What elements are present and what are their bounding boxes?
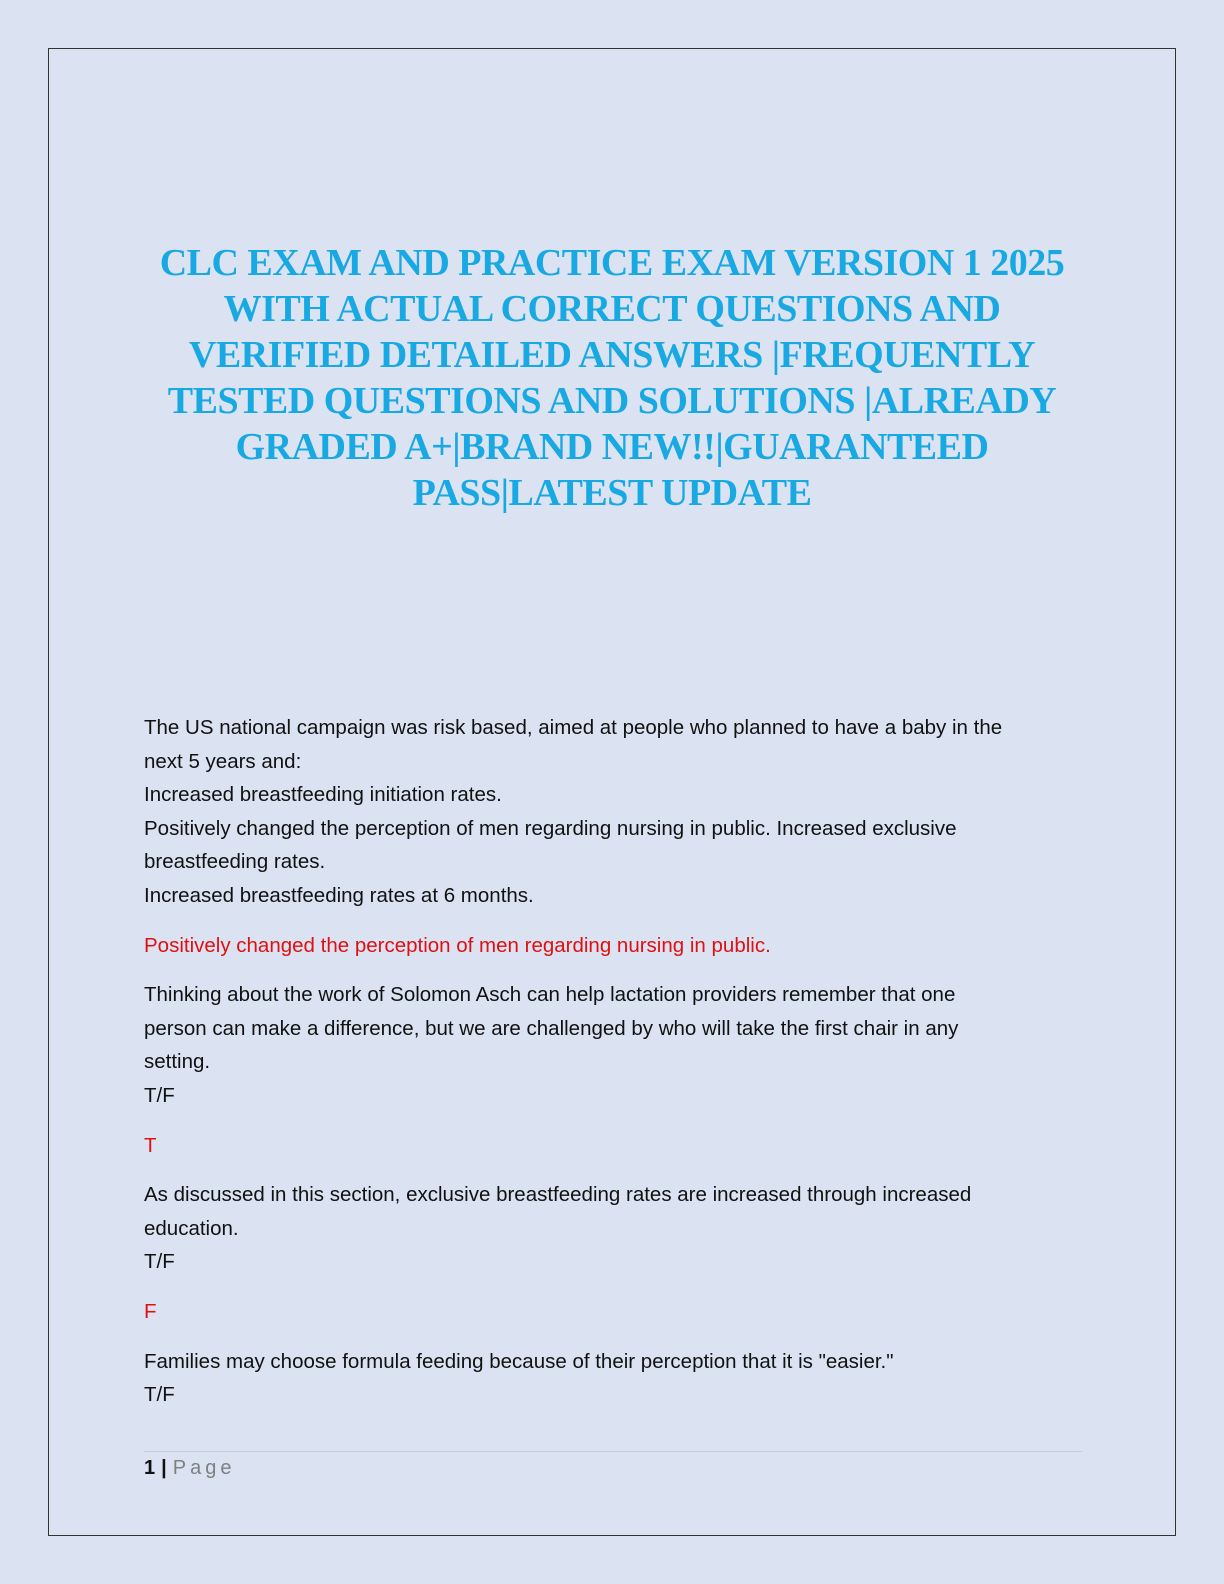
answer-text: Positively changed the perception of men regarding nursing in public. bbox=[144, 933, 771, 957]
title-line: GRADED A+|BRAND NEW!!|GUARANTEED bbox=[235, 426, 989, 468]
question-line: setting. bbox=[144, 1050, 211, 1074]
question-line: T/F bbox=[144, 1250, 175, 1274]
title-line: TESTED QUESTIONS AND SOLUTIONS |ALREADY bbox=[167, 380, 1057, 422]
question-line: As discussed in this section, exclusive breastfeeding rates are increased through increased bbox=[144, 1183, 972, 1207]
question-line: person can make a difference, but we are challenged by who will take the first chair in any bbox=[144, 1016, 959, 1040]
title-line: CLC EXAM AND PRACTICE EXAM VERSION 1 2025 bbox=[159, 242, 1065, 284]
question-block bbox=[144, 978, 1084, 1112]
question-line: T/F bbox=[144, 1383, 175, 1407]
document-title bbox=[120, 240, 1104, 516]
page-label: Page bbox=[172, 1457, 236, 1479]
question-line: Increased breastfeeding rates at 6 months. bbox=[144, 883, 534, 907]
question-line: Increased breastfeeding initiation rates. bbox=[144, 783, 502, 807]
question-block bbox=[144, 1345, 1084, 1412]
document-body bbox=[144, 711, 1084, 1428]
title-line: PASS|LATEST UPDATE bbox=[412, 472, 812, 514]
answer-text: T bbox=[144, 1133, 157, 1157]
question-line: T/F bbox=[144, 1083, 175, 1107]
question-line: The US national campaign was risk based, aimed at people who planned to have a baby in the bbox=[144, 716, 1003, 739]
question-line: Thinking about the work of Solomon Asch can help lactation providers remember that one bbox=[144, 983, 956, 1007]
question-line: education. bbox=[144, 1216, 239, 1240]
title-line: WITH ACTUAL CORRECT QUESTIONS AND bbox=[223, 288, 1001, 330]
footer-separator: | bbox=[161, 1457, 167, 1479]
question-block bbox=[144, 1178, 1084, 1279]
question-line: Families may choose formula feeding because of their perception that it is "easier." bbox=[144, 1349, 894, 1373]
page-number: 1 bbox=[144, 1457, 156, 1479]
title-line: VERIFIED DETAILED ANSWERS |FREQUENTLY bbox=[188, 334, 1036, 376]
question-line: Positively changed the perception of men regarding nursing in public. Increased exclusive bbox=[144, 816, 957, 840]
footer-divider bbox=[144, 1451, 1082, 1452]
question-line: breastfeeding rates. bbox=[144, 850, 326, 874]
answer-text: F bbox=[144, 1299, 157, 1323]
question-line: next 5 years and: bbox=[144, 749, 302, 773]
question-block bbox=[144, 711, 1084, 913]
page-footer bbox=[144, 1453, 235, 1483]
